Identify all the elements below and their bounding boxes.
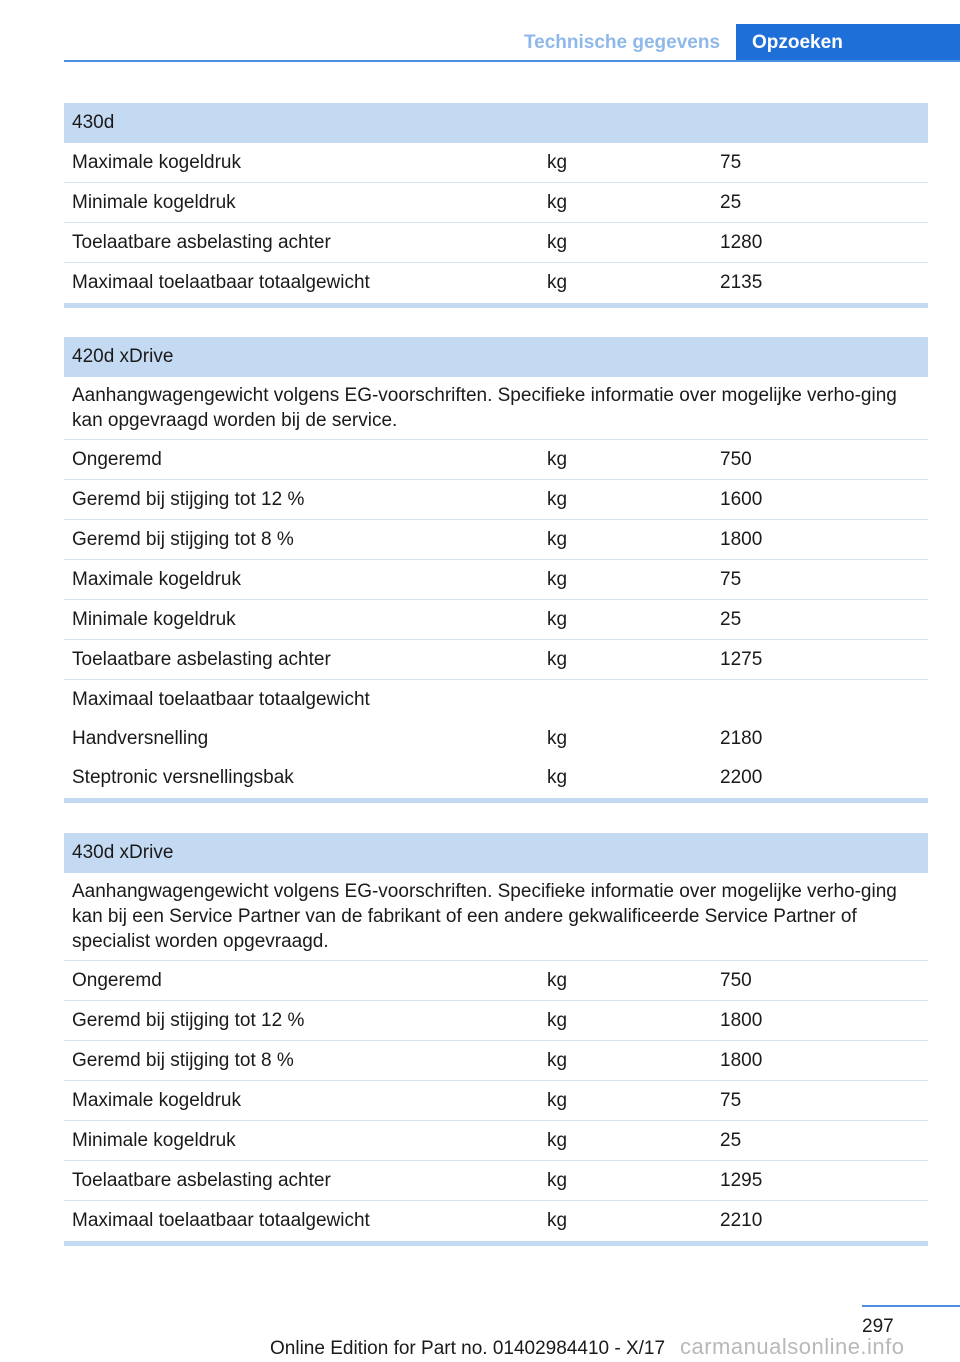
- row-label: Maximaal toelaatbaar totaalgewicht: [72, 1210, 370, 1231]
- row-value: 1800: [720, 529, 763, 550]
- row-label: Ongeremd: [72, 449, 162, 470]
- table-title: 430d xDrive: [64, 833, 928, 873]
- group-label: Maximaal toelaatbaar totaalgewicht: [72, 689, 370, 710]
- table-row: [64, 1201, 928, 1241]
- table-row: [64, 440, 928, 480]
- table-row: [64, 1001, 928, 1041]
- row-label: Geremd bij stijging tot 8 %: [72, 1050, 294, 1071]
- row-label: Toelaatbare asbelasting achter: [72, 232, 331, 253]
- table-row: [64, 223, 928, 263]
- row-label: Toelaatbare asbelasting achter: [72, 1170, 331, 1191]
- table-row: [64, 1081, 928, 1121]
- row-unit: kg: [547, 1050, 568, 1071]
- table-group-header: [64, 680, 928, 719]
- row-label: Geremd bij stijging tot 12 %: [72, 1010, 305, 1031]
- row-value: 1800: [720, 1010, 763, 1031]
- table-row: [64, 600, 928, 640]
- row-unit: kg: [547, 489, 568, 510]
- table-row: [64, 560, 928, 600]
- header-tab-opzoeken[interactable]: Opzoeken: [736, 24, 960, 62]
- row-label: Minimale kogeldruk: [72, 1130, 236, 1151]
- table-430d: [64, 103, 928, 308]
- row-unit: kg: [547, 1130, 568, 1151]
- table-row: [64, 480, 928, 520]
- row-label: Geremd bij stijging tot 8 %: [72, 529, 294, 550]
- table-row: [64, 961, 928, 1001]
- row-label: Maximaal toelaatbaar totaalgewicht: [72, 272, 370, 293]
- table-row: [64, 263, 928, 303]
- row-value: 2210: [720, 1210, 763, 1231]
- table-row: [64, 143, 928, 183]
- row-label: Maximale kogeldruk: [72, 569, 241, 590]
- row-label: Steptronic versnellingsbak: [72, 767, 294, 788]
- row-value: 25: [720, 192, 742, 213]
- table-420d-xdrive: [64, 337, 928, 803]
- row-unit: kg: [547, 649, 568, 670]
- row-value: 2180: [720, 728, 763, 749]
- row-label: Maximale kogeldruk: [72, 1090, 241, 1111]
- table-row: [64, 1161, 928, 1201]
- page-number-divider: [862, 1305, 960, 1307]
- row-unit: kg: [547, 449, 568, 470]
- row-unit: kg: [547, 272, 568, 293]
- table-row: [64, 183, 928, 223]
- row-unit: kg: [547, 232, 568, 253]
- row-unit: kg: [547, 1090, 568, 1111]
- table-row: [64, 719, 928, 758]
- table-row: [64, 520, 928, 560]
- row-value: 75: [720, 152, 742, 173]
- row-value: 1295: [720, 1170, 763, 1191]
- table-title: 420d xDrive: [64, 337, 928, 377]
- row-value: 25: [720, 609, 742, 630]
- row-label: Minimale kogeldruk: [72, 609, 236, 630]
- row-value: 2135: [720, 272, 763, 293]
- table-row: [64, 1121, 928, 1161]
- row-label: Minimale kogeldruk: [72, 192, 236, 213]
- row-value: 1800: [720, 1050, 763, 1071]
- row-unit: kg: [547, 192, 568, 213]
- row-unit: kg: [547, 152, 568, 173]
- row-value: 1275: [720, 649, 763, 670]
- row-label: Geremd bij stijging tot 12 %: [72, 489, 305, 510]
- row-label: Toelaatbare asbelasting achter: [72, 649, 331, 670]
- page-number: 297: [862, 1316, 894, 1337]
- row-unit: kg: [547, 1170, 568, 1191]
- row-value: 75: [720, 1090, 742, 1111]
- row-value: 2200: [720, 767, 763, 788]
- row-unit: kg: [547, 569, 568, 590]
- row-unit: kg: [547, 529, 568, 550]
- table-430d-xdrive: [64, 833, 928, 1246]
- table-note: Aanhangwagengewicht volgens EG-voorschriften. Specifieke informatie over mogelijke verho-ging kan bij een Service Partner van de fabrikant of een andere gekwalificeerde Service Partner of specialist worden opgevraagd.: [64, 873, 928, 961]
- footer-edition: Online Edition for Part no. 01402984410 - X/17: [270, 1338, 666, 1359]
- row-unit: kg: [547, 1210, 568, 1231]
- row-value: 25: [720, 1130, 742, 1151]
- row-unit: kg: [547, 1010, 568, 1031]
- row-label: Handversnelling: [72, 728, 209, 749]
- row-unit: kg: [547, 767, 568, 788]
- row-value: 750: [720, 970, 752, 991]
- row-value: 1280: [720, 232, 763, 253]
- watermark: carmanualsonline.info: [680, 1334, 905, 1359]
- row-unit: kg: [547, 728, 568, 749]
- table-row: [64, 640, 928, 680]
- header-section-title: Technische gegevens: [523, 32, 721, 53]
- row-unit: kg: [547, 970, 568, 991]
- table-note: Aanhangwagengewicht volgens EG-voorschriften. Specifieke informatie over mogelijke verho-ging kan opgevraagd worden bij de service.: [64, 377, 928, 440]
- table-row: [64, 758, 928, 798]
- table-row: [64, 1041, 928, 1081]
- row-label: Maximale kogeldruk: [72, 152, 241, 173]
- row-unit: kg: [547, 609, 568, 630]
- table-title: 430d: [64, 103, 928, 143]
- row-value: 1600: [720, 489, 763, 510]
- row-value: 750: [720, 449, 752, 470]
- row-label: Ongeremd: [72, 970, 162, 991]
- row-value: 75: [720, 569, 742, 590]
- header-divider: [64, 60, 960, 62]
